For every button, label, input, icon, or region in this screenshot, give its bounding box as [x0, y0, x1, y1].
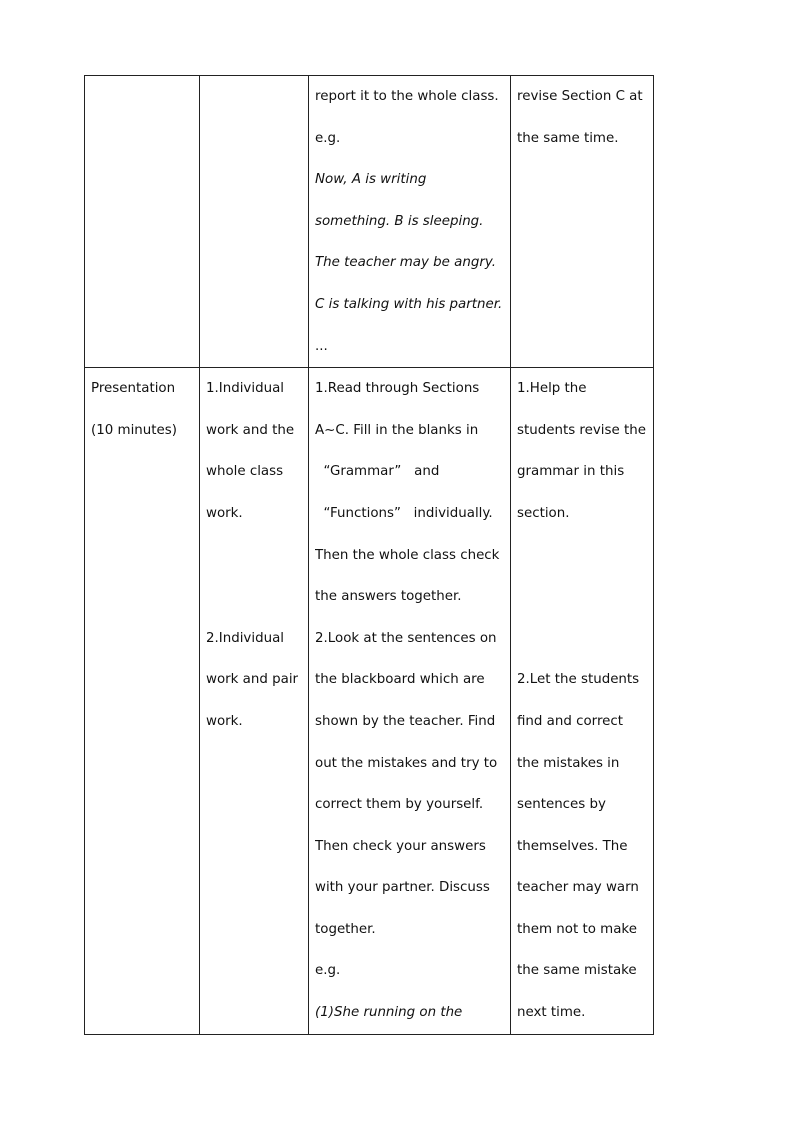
example-line: The teacher may be angry. — [315, 255, 496, 271]
text-line: students revise the — [517, 422, 646, 438]
teacher-activity-cell — [511, 76, 654, 368]
text-line: work. — [206, 713, 243, 729]
text-line: “Grammar” and — [315, 464, 440, 480]
table-row — [85, 368, 654, 1035]
text-line: them not to make — [517, 921, 637, 937]
text-line: the mistakes in — [517, 755, 620, 771]
text-line: work. — [206, 505, 243, 521]
text-line: correct them by yourself. — [315, 797, 484, 813]
text-line: the answers together. — [315, 589, 462, 605]
interaction-cell — [200, 368, 309, 1035]
text-line: A~C. Fill in the blanks in — [315, 422, 479, 438]
text-line: next time. — [517, 1005, 586, 1021]
stage-cell — [85, 368, 200, 1035]
example-line: (1)She running on the — [315, 1005, 463, 1021]
spacer — [206, 535, 302, 577]
text-line: 1.Help the — [517, 381, 587, 397]
text-line: work and the — [206, 422, 295, 438]
spacer — [517, 618, 647, 660]
text-line: 2.Let the students — [517, 672, 640, 688]
student-activity-cell — [309, 368, 511, 1035]
spacer — [517, 535, 647, 577]
text-line: 2.Look at the sentences on — [315, 630, 497, 646]
text-line: e.g. — [315, 963, 341, 979]
interaction-cell — [200, 76, 309, 368]
table-row — [85, 76, 654, 368]
text-line: 1.Individual — [206, 381, 284, 397]
lesson-plan-table — [84, 75, 654, 1035]
stage-name: Presentation — [91, 381, 176, 397]
example-line: Now, A is writing — [315, 172, 427, 188]
stage-duration: (10 minutes) — [91, 422, 177, 438]
text-line: Then the whole class check — [315, 547, 500, 563]
text-line: shown by the teacher. Find — [315, 713, 496, 729]
text-line: whole class — [206, 464, 284, 480]
text-line: work and pair — [206, 672, 299, 688]
text-line: grammar in this — [517, 464, 625, 480]
teacher-activity-cell — [511, 368, 654, 1035]
text-line: the same time. — [517, 130, 619, 146]
text-line: 1.Read through Sections — [315, 381, 480, 397]
student-activity-cell — [309, 76, 511, 368]
text-line: revise Section C at — [517, 89, 643, 104]
text-line: find and correct — [517, 713, 624, 729]
text-line: themselves. The — [517, 838, 628, 854]
text-line: report it to the whole class. — [315, 89, 499, 104]
text-line: with your partner. Discuss — [315, 880, 490, 896]
text-line: the blackboard which are — [315, 672, 485, 688]
text-line: ... — [315, 338, 328, 354]
text-line: Then check your answers — [315, 838, 486, 854]
text-line: the same mistake — [517, 963, 637, 979]
example-line: C is talking with his partner. — [315, 296, 503, 312]
text-line: section. — [517, 505, 570, 521]
text-line: out the mistakes and try to — [315, 755, 498, 771]
text-line: sentences by — [517, 797, 606, 813]
text-line: e.g. — [315, 130, 341, 146]
example-line: something. B is sleeping. — [315, 213, 484, 229]
spacer — [517, 576, 647, 618]
text-line: “Functions” individually. — [315, 505, 493, 521]
text-line: teacher may warn — [517, 880, 639, 896]
spacer — [206, 576, 302, 618]
text-line: 2.Individual — [206, 630, 284, 646]
text-line: together. — [315, 921, 376, 937]
stage-cell — [85, 76, 200, 368]
